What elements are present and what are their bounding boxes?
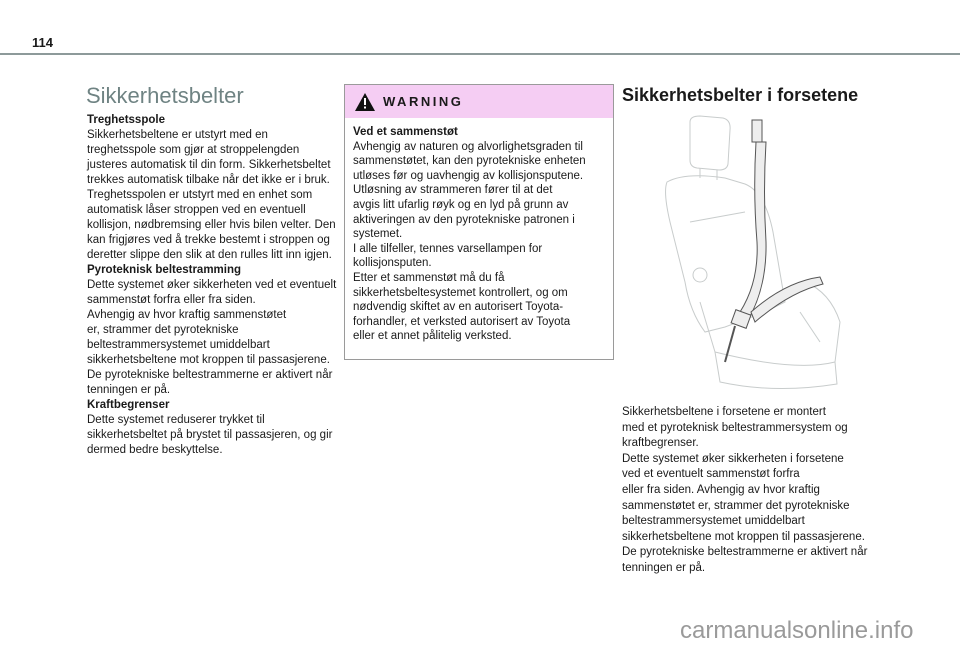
seat-belt-illustration bbox=[645, 112, 845, 402]
text-line: sammenstøt forfra eller fra siden. bbox=[87, 294, 256, 306]
section-title: Sikkerhetsbelter bbox=[86, 83, 244, 108]
text-line: Dette systemet øker sikkerheten ved et eventuelt bbox=[87, 279, 337, 291]
text-line: systemet. bbox=[353, 228, 403, 241]
text-line: kollisjon, nødbremsing eller hvis bilen velter. Den bbox=[87, 219, 336, 231]
subheading: Pyroteknisk beltestramming bbox=[87, 264, 242, 276]
warning-box bbox=[344, 84, 614, 360]
text-line: Sikkerhetsbeltene er utstyrt med en bbox=[87, 129, 268, 141]
right-body-text bbox=[622, 405, 867, 577]
text-line: beltestrammersystemet umiddelbart bbox=[87, 339, 270, 351]
text-line: sikkerhetsbeltesystemet kontrollert, og om bbox=[353, 286, 568, 299]
subheading: Treghetsspole bbox=[87, 114, 165, 126]
text-line: Utløsning av strammeren fører til at det bbox=[353, 184, 553, 197]
text-line: De pyrotekniske beltestrammerne er aktivert når bbox=[87, 369, 333, 381]
text-line: deretter slippe den slik at den rulles litt inn igjen. bbox=[87, 249, 332, 261]
text-line: beltestrammersystemet umiddelbart bbox=[622, 515, 805, 528]
subheading: Ved et sammenstøt bbox=[353, 126, 458, 138]
text-line: Avhengig av hvor kraftig sammenstøtet bbox=[87, 309, 287, 321]
text-line: sammenstøtet er, strammer det pyrotekniske bbox=[622, 499, 850, 512]
text-line: nødvendig skiftet av en autorisert Toyota- bbox=[353, 301, 564, 314]
text-line: sikkerhetsbeltene mot kroppen til passasjerene. bbox=[622, 530, 865, 543]
warning-triangle-icon bbox=[355, 93, 375, 111]
text-line: De pyrotekniske beltestrammerne er aktivert når bbox=[622, 546, 868, 559]
text-line: kan frigjøres ved å trekke bestemt i stroppen og bbox=[87, 234, 330, 246]
text-line: med et pyroteknisk beltestrammersystem og bbox=[622, 421, 848, 434]
text-line: sikkerhetsbeltene mot kroppen til passasjerene. bbox=[87, 354, 330, 366]
left-body-text bbox=[87, 113, 336, 458]
text-line: treghetsspole som gjør at stroppelengden bbox=[87, 144, 300, 156]
subsection-title: Sikkerhetsbelter i forsetene bbox=[622, 85, 859, 105]
subheading: Kraftbegrenser bbox=[87, 399, 170, 411]
text-line: Avhengig av naturen og alvorlighetsgraden til bbox=[353, 140, 583, 153]
text-line: aktiveringen av den pyrotekniske patronen i bbox=[353, 213, 575, 226]
text-line: automatisk låser stroppen ved en eventuell bbox=[87, 204, 306, 216]
text-line: sammenstøtet, kan den pyrotekniske enheten bbox=[353, 155, 586, 168]
text-line: Sikkerhetsbeltene i forsetene er montert bbox=[622, 406, 826, 418]
warning-body-text bbox=[353, 125, 586, 344]
text-line: dermed bedre beskyttelse. bbox=[87, 444, 223, 456]
text-line: Dette systemet reduserer trykket til bbox=[87, 414, 265, 426]
warning-header bbox=[345, 85, 613, 118]
text-line: tenningen er på. bbox=[87, 384, 171, 396]
text-line: I alle tilfeller, tennes varsellampen for bbox=[353, 242, 543, 255]
text-line: trekkes automatisk tilbake når det ikke er i bruk. bbox=[87, 174, 330, 186]
page-number: 114 bbox=[32, 35, 53, 50]
text-line: er, strammer det pyrotekniske bbox=[87, 324, 239, 336]
text-line: utløses før og uavhengig av kollisjonsputene. bbox=[353, 169, 584, 182]
watermark: carmanualsonline.info bbox=[680, 617, 914, 644]
text-line: Treghetsspolen er utstyrt med en enhet som bbox=[87, 189, 313, 201]
text-line: justeres automatisk til din form. Sikkerhetsbeltet bbox=[87, 159, 331, 171]
text-line: kollisjonsputen. bbox=[353, 257, 432, 270]
text-line: Etter et sammenstøt må du få bbox=[353, 271, 505, 284]
text-line: Dette systemet øker sikkerheten i forsetene bbox=[622, 452, 844, 465]
text-line: sikkerhetsbeltet på brystet til passasjeren, og gir bbox=[87, 429, 333, 441]
text-line: eller fra siden. Avhengig av hvor kraftig bbox=[622, 483, 820, 496]
text-line: forhandler, et verksted autorisert av Toyota bbox=[353, 315, 571, 328]
text-line: eller et annet pålitelig verksted. bbox=[353, 330, 512, 343]
text-line: tenningen er på. bbox=[622, 561, 706, 574]
text-line: avgis litt ufarlig røyk og en lyd på grunn av bbox=[353, 198, 569, 211]
header-rule bbox=[0, 53, 960, 55]
text-line: kraftbegrenser. bbox=[622, 437, 699, 450]
warning-label: WARNING bbox=[383, 94, 464, 109]
text-line: ved et eventuelt sammenstøt forfra bbox=[622, 468, 800, 481]
